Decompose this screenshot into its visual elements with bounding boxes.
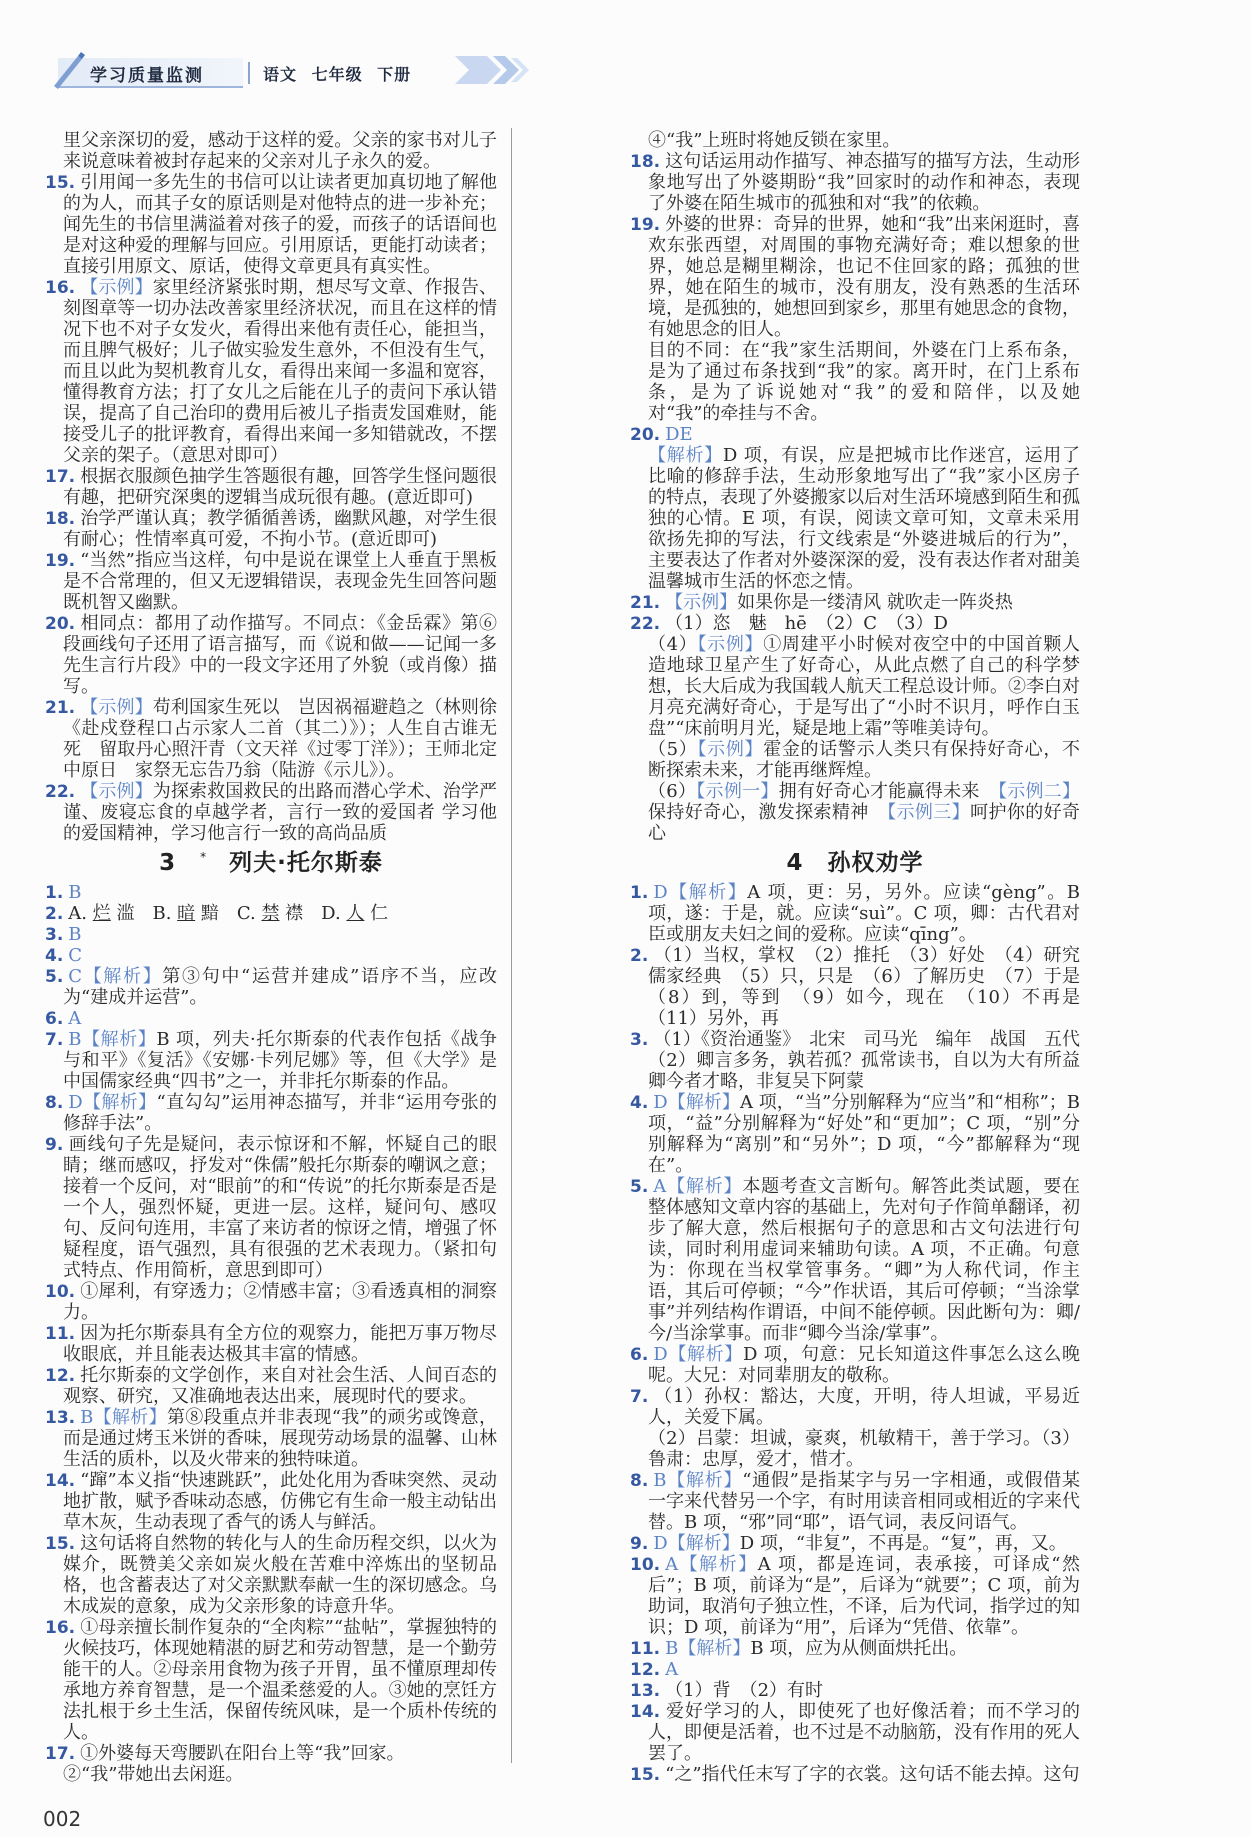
answer-text: 这句话将自然物的转化与人的生命历程交织，以火为媒介，既赞美父亲如炭火般在苦难中淬炼出的坚韧品格，也含蓄表达了对父亲默默奉献一生的深切感念。乌木成炭的意象，成为父亲形象的诗意升华。 xyxy=(63,1533,497,1617)
question-number: 16. xyxy=(45,1618,76,1638)
answer-item xyxy=(45,1281,497,1323)
question-number: 15. xyxy=(630,1765,661,1785)
left-column xyxy=(45,130,497,1785)
answer-text: 禁 xyxy=(261,903,280,924)
answer-text: 这句话运用动作描写、神态描写的描写方法，生动形象地写出了外婆期盼“我”回家时的动作和神态，表现了外婆在陌生城市的孤独和对“我”的依赖。 xyxy=(648,151,1080,214)
answer-item xyxy=(45,508,497,550)
answer-item xyxy=(45,1743,497,1764)
answer-item xyxy=(630,1344,1080,1386)
answer-item xyxy=(630,130,1080,151)
section-number: 4 xyxy=(786,850,804,876)
answer-text: B 项，应为从侧面烘托出。 xyxy=(750,1638,968,1659)
section-title: 孙权劝学 xyxy=(827,850,924,876)
answer-text: （1）孙权：豁达，大度，开明，待人坦诚，平易近人，关爱下属。 xyxy=(648,1386,1080,1428)
answer-text: ①犀利，有穿透力；②情感丰富；③看透真相的洞察力。 xyxy=(63,1281,497,1323)
answer-item xyxy=(630,739,1080,781)
answer-item xyxy=(45,945,497,966)
answer-tag: 【示例】 xyxy=(80,697,153,718)
answer-text: ①母亲擅长制作复杂的“全肉粽”“盐帖”，掌握独特的火候技巧，体现她精湛的厨艺和劳动智慧，是一个勤劳能干的人。②母亲用食物为孩子开胃，虽不懂原理却传承地方养育智慧，是一个温柔慈爱的人。③她的烹饪方法扎根于乡土生活，保留传统风味，是一个质朴传统的人。 xyxy=(63,1617,497,1743)
section-heading xyxy=(45,848,497,878)
question-number: 22. xyxy=(45,782,76,802)
question-number: 10. xyxy=(45,1282,76,1302)
answer-tag: 【示例】 xyxy=(697,634,764,655)
answer-tag: 【示例二】 xyxy=(997,781,1081,802)
question-number: 21. xyxy=(45,698,76,718)
answer-item xyxy=(630,592,1080,613)
answer-text: （5） xyxy=(648,739,698,760)
answer-text: 苟利国家生死以 岂因祸福避趋之（林则徐《赴戍登程口占示家人二首（其二）》）；人生自古谁无死 留取丹心照汗青（文天祥《过零丁洋》）；王师北定中原日 家祭无忘告乃翁（陆游《示儿》）。 xyxy=(63,697,497,781)
answer-item xyxy=(630,882,1080,945)
answer-text: 人 xyxy=(346,903,365,924)
question-number: 5. xyxy=(630,1177,649,1197)
question-number: 10. xyxy=(630,1555,661,1575)
question-number: 19. xyxy=(45,551,76,571)
right-column xyxy=(630,130,1098,1785)
answer-text: 因为托尔斯泰具有全方位的观察力，能把万事万物尽收眼底，并且能表达极其丰富的情感。 xyxy=(63,1323,497,1365)
question-number: 15. xyxy=(45,1534,76,1554)
answer-text: 保持好奇心，激发探索精神 xyxy=(648,802,888,823)
answer-text: “通假”是指某字与另一字相通，或假借某一字来代替另一个字，有时用读音相同或相近的字来代替。B 项，“邪”同“耶”，语气词，表反问语气。 xyxy=(648,1470,1080,1533)
section-heading xyxy=(630,848,1080,878)
answer-text: 根据衣服颜色抽学生答题很有趣，回答学生怪问题很有趣，把研究深奥的逻辑当成玩很有趣。(意近即可) xyxy=(63,466,497,508)
answer-item xyxy=(45,1029,497,1092)
answer-item xyxy=(630,1092,1080,1176)
answer-item xyxy=(630,424,1080,445)
answer-tag: A【解析】 xyxy=(653,1176,743,1197)
answer-tag: D【解析】 xyxy=(653,1092,740,1113)
answer-item xyxy=(630,1638,1080,1659)
answer-text: 拥有好奇心才能赢得未来 xyxy=(778,781,998,802)
answer-text: 本题考查文言断句。解答此类试题，要在整体感知文章内容的基础上，先对句子作简单翻译，初步了解大意，然后根据句子的意思和古文句法进行句读，同时利用虚词来辅助句读。A 项，不正确。句意为：你现在当权掌管事务。“卿”为人称代词，作主语，其后可停顿；“今”作状语，其后可停顿；“当涂掌事”并列结构作谓语，中间不能停顿。因此断句为：卿/今/当涂掌事。而非“卿今当涂/掌事”。 xyxy=(648,1176,1081,1344)
answer-text: 烂 xyxy=(92,903,111,924)
question-number: 2. xyxy=(45,904,64,924)
question-number: 22. xyxy=(630,614,661,634)
answer-item xyxy=(45,613,497,697)
answer-tag: 【示例一】 xyxy=(696,781,779,802)
answer-text: 托尔斯泰的文学创作，来自对社会生活、人间百态的观察、研究，又准确地表达出来，展现时代的要求。 xyxy=(63,1365,497,1407)
series-title: 学习质量监测 xyxy=(90,66,204,86)
answer-tag: A【解析】 xyxy=(665,1554,758,1575)
answer-item xyxy=(45,1617,497,1743)
header-divider xyxy=(248,62,250,84)
answer-text: （1）恣 魅 hē （2）C （3）D xyxy=(665,613,948,634)
answer-item xyxy=(45,966,497,1008)
answer-text: A 项，都是连词，表承接，可译成“然后”；B 项，前译为“是”，后译为“就要”；C 项，前为助词，取消句子独立性，不译，后为代词，指学过的知识；D 项，前译为“用”，后译为“凭借、依靠”。 xyxy=(648,1554,1081,1638)
question-number: 7. xyxy=(45,1030,64,1050)
answer-text: 仁 xyxy=(364,903,389,924)
answer-item xyxy=(630,1659,1080,1680)
answer-text: 相同点：都用了动作描写。不同点：《金岳霖》第⑥段画线句子还用了语言描写，而《说和做——记闻一多先生言行片段》中的一段文字还用了外貌（或肖像）描写。 xyxy=(63,613,497,697)
question-number: 12. xyxy=(45,1366,76,1386)
answer-text: 目的不同：在“我”家生活期间，外婆在门上系布条，是为了通过布条找到“我”的家。离开时，在门上系布条，是为了诉说她对“我”的爱和陪伴，以及她对“我”的牵挂与不舍。 xyxy=(648,340,1080,424)
question-number: 9. xyxy=(630,1534,649,1554)
answer-item xyxy=(630,1470,1080,1533)
answer-tag: D【解析】 xyxy=(653,1533,740,1554)
answer-text: （2）吕蒙：坦诚，豪爽，机敏精干，善于学习。（3）鲁肃：忠厚，爱才，惜才。 xyxy=(648,1428,1080,1470)
answer-item xyxy=(630,1554,1080,1638)
answer-text: 画线句子先是疑问，表示惊讶和不解，怀疑自己的眼睛；继而感叹，抒发对“侏儒”般托尔斯泰的嘲讽之意；接着一个反问，对“眼前”的和“传说”的托尔斯泰是否是一个人，强烈怀疑，更进一层。这样，疑问句、感叹句、反问句连用，丰富了来访者的惊讶之情，增强了怀疑程度，语气强烈，具有很强的艺术表现力。（紧扣句式特点、作用简析，意思到即可） xyxy=(63,1134,497,1281)
answer-text: （1）当权，掌权 （2）推托 （3）好处 （4）研究儒家经典 （5）只，只是 （6）了解历史 （7）于是 （8）到，等到 （9）如今，现在 （10）不再是 （11）另外，再 xyxy=(648,945,1098,1029)
question-number: 16. xyxy=(45,278,76,298)
answer-item xyxy=(45,1134,497,1281)
question-number: 17. xyxy=(45,467,76,487)
answer-item xyxy=(45,1533,497,1617)
answer-text: ①周建平小时候对夜空中的中国首颗人造地球卫星产生了好奇心，从此点燃了自己的科学梦想，长大后成为我国载人航天工程总设计师。②李白对月亮充满好奇心，于是写出了“小时不识月，呼作白玉盘”“床前明月光，疑是地上霜”等唯美诗句。 xyxy=(648,634,1081,739)
answer-text: 里父亲深切的爱，感动于这样的爱。父亲的家书对儿子来说意味着被封存起来的父亲对儿子永久的爱。 xyxy=(63,130,497,172)
question-number: 13. xyxy=(45,1408,76,1428)
answer-text: B 项，列夫·托尔斯泰的代表作包括《战争与和平》《复活》《安娜·卡列尼娜》等，但《大学》是中国儒家经典“四书”之一，并非托尔斯泰的作品。 xyxy=(63,1029,497,1092)
answer-item xyxy=(630,1428,1080,1470)
answer-item xyxy=(45,1365,497,1407)
answer-tag: D【解析】 xyxy=(653,882,748,903)
question-number: 4. xyxy=(630,1093,649,1113)
answer-text: 第③句中“运营并建成”语序不当，应改为“建成并运营”。 xyxy=(63,966,497,1008)
answer-item xyxy=(630,634,1080,739)
answer-tag: B【解析】 xyxy=(653,1470,743,1491)
answer-text: （1）背 （2）有时 xyxy=(665,1680,824,1701)
answer-text: A 项，更：另，另外。应读“gèng”。B 项，遂：于是，就。应读“suì”。C 项，卿：古代君对臣或朋友夫妇之间的爱称。应读“qīng”。 xyxy=(648,882,1080,945)
answer-text: 爱好学习的人，即使死了也好像活着；而不学习的人，即便是活着，也不过是不动脑筋，没有作用的死人罢了。 xyxy=(648,1701,1080,1764)
question-number: 18. xyxy=(630,152,661,172)
answer-item xyxy=(630,214,1080,340)
answer-item xyxy=(45,1407,497,1470)
answer-tag: C【解析】 xyxy=(68,966,163,987)
answer-text: “当然”指应当这样，句中是说在课堂上人垂直于黑板是不合常理的，但又无逻辑错误，表现金先生回答问题既机智又幽默。 xyxy=(63,550,497,613)
answer-text: 治学严谨认真；教学循循善诱，幽默风趣，对学生很有耐心；性情率真可爱，不拘小节。(意近即可) xyxy=(63,508,497,550)
optional-mark: * xyxy=(200,850,208,865)
answer-item xyxy=(45,1092,497,1134)
question-number: 2. xyxy=(630,946,649,966)
answer-text: A. xyxy=(68,903,93,924)
answer-item xyxy=(630,1701,1080,1764)
answer-text: D 项，句意：兄长知道这件事怎么这么晚呢。大兄：对同辈朋友的敬称。 xyxy=(648,1344,1080,1386)
answer-item xyxy=(630,340,1080,424)
answer-tag: C xyxy=(68,945,83,966)
answer-text: 外婆的世界：奇异的世界，她和“我”出来闲逛时，喜欢东张西望，对周围的事物充满好奇；难以想象的世界，她总是糊里糊涂，也记不住回家的路；孤独的世界，她在陌生的城市，没有朋友，没有熟悉的生活环境，是孤独的，她想回到家乡，那里有她思念的食物，有她思念的旧人。 xyxy=(648,214,1080,340)
answer-item xyxy=(45,1470,497,1533)
answer-text: 襟 D. xyxy=(279,903,347,924)
answer-tag: D【解析】 xyxy=(68,1092,157,1113)
answer-text: 如果你是一缕清风 就吹走一阵炎热 xyxy=(737,592,1013,613)
answer-item xyxy=(45,277,497,466)
answer-text: D 项，有误，应是把城市比作迷宫，运用了比喻的修辞手法，生动形象地写出了“我”家小区房子的特点，表现了外婆搬家以后对生活环境感到陌生和孤独的心情。E 项，有误，阅读文章可知，文章未采用欲扬先抑的写法，行文线索是“外婆进城后的行为”，主要表达了作者对外婆深深的爱，没有表达作者对甜美温馨城市生活的怀恋之情。 xyxy=(648,445,1081,592)
answer-text: ②“我”带她出去闲逛。 xyxy=(63,1764,244,1785)
section-title: 列夫·托尔斯泰 xyxy=(229,850,383,876)
question-number: 21. xyxy=(630,593,661,613)
question-number: 14. xyxy=(630,1702,661,1722)
answer-item xyxy=(45,1008,497,1029)
answer-tag: B【解析】 xyxy=(80,1407,167,1428)
answer-item xyxy=(45,466,497,508)
answer-tag: 【示例】 xyxy=(697,739,764,760)
answer-item xyxy=(630,613,1080,634)
answer-tag: 【示例】 xyxy=(80,781,153,802)
answer-text: 家里经济紧张时期，想尽写文章、作报告、刻图章等一切办法改善家里经济状况，而且在这样的情况下也不对子女发火，看得出来他有责任心，能担当，而且脾气极好；儿子做实验发生意外，不但没有生气，而且以此为契机教育儿女，看得出来闻一多温和宽容，懂得教育方法；打了女儿之后能在儿子的责问下承认错误，提高了自己治印的费用后被儿子指责发国难财，能接受儿子的批评教育，看得出来闻一多知错就改，不摆父亲的架子。（意思对即可） xyxy=(63,277,497,466)
question-number: 11. xyxy=(45,1324,76,1344)
answer-text: “直勾勾”运用神态描写，并非“运用夸张的修辞手法”。 xyxy=(63,1092,498,1134)
answer-item xyxy=(45,697,497,781)
question-number: 6. xyxy=(45,1009,64,1029)
question-number: 5. xyxy=(45,967,64,987)
answer-item xyxy=(45,781,497,844)
question-number: 8. xyxy=(630,1471,649,1491)
question-number: 1. xyxy=(630,883,649,903)
answer-text: 暗 xyxy=(177,903,196,924)
answer-text: （6） xyxy=(648,781,697,802)
answer-text: ①外婆每天弯腰趴在阳台上等“我”回家。 xyxy=(80,1743,405,1764)
subject-grade: 语文 七年级 下册 xyxy=(263,65,412,84)
answer-text: “之”指代任末写了字的衣裳。这句话不能去掉。这句 xyxy=(665,1764,1080,1785)
answer-tag: A xyxy=(68,1008,82,1029)
column-divider xyxy=(511,128,512,1763)
answer-item xyxy=(45,903,497,924)
question-number: 3. xyxy=(630,1030,649,1050)
answer-item xyxy=(45,1764,497,1785)
question-number: 3. xyxy=(45,925,64,945)
answer-tag: 【示例】 xyxy=(665,592,738,613)
answer-item xyxy=(45,924,497,945)
answer-text: “蹿”本义指“快速跳跃”，此处化用为香味突然、灵动地扩散，赋予香味动态感，仿佛它有生命一般主动钻出草木灰，生动表现了香气的诱人与鲜活。 xyxy=(63,1470,497,1533)
pen-icon xyxy=(48,50,88,90)
answer-text: 引用闻一多先生的书信可以让读者更加真切地了解他的为人，而其子女的原话则是对他特点的进一步补充；闻先生的书信里满溢着对孩子的爱，而孩子的话语间也是对这种爱的理解与回应。引用原话，更能打动读者；直接引用原文、原话，使得文章更具有真实性。 xyxy=(63,172,497,277)
question-number: 13. xyxy=(630,1681,661,1701)
question-number: 12. xyxy=(630,1660,661,1680)
answer-item xyxy=(630,1764,1080,1785)
question-number: 17. xyxy=(45,1744,76,1764)
question-number: 6. xyxy=(630,1345,649,1365)
answer-item xyxy=(630,151,1080,214)
answer-text: 滥 B. xyxy=(110,903,178,924)
answer-text: A 项，“当”分别解释为“应当”和“相称”；B 项，“益”分别解释为“好处”和“更加”；C 项，“别”分别解释为“离别”和“另外”；D 项，“今”都解释为“现在”。 xyxy=(648,1092,1081,1176)
question-number: 18. xyxy=(45,509,76,529)
answer-item xyxy=(630,445,1080,592)
answer-tag: B xyxy=(68,882,82,903)
question-number: 19. xyxy=(630,215,661,235)
answer-tag: B xyxy=(68,924,82,945)
question-number: 20. xyxy=(630,425,661,445)
answer-text: 霍金的话警示人类只有保持好奇心，不断探索未来，才能再继辉煌。 xyxy=(648,739,1081,781)
answer-text: 黯 C. xyxy=(195,903,262,924)
question-number: 14. xyxy=(45,1471,76,1491)
answer-tag: 【示例】 xyxy=(80,277,153,298)
answer-item xyxy=(45,130,497,172)
answer-text: ④“我”上班时将她反锁在家里。 xyxy=(648,130,901,151)
answer-item xyxy=(45,1323,497,1365)
answer-item xyxy=(45,882,497,903)
answer-item xyxy=(630,945,1098,1029)
answer-tag: D【解析】 xyxy=(653,1344,743,1365)
question-number: 1. xyxy=(45,883,64,903)
page-number: 002 xyxy=(43,1807,82,1831)
answer-text: 第⑧段重点并非表现“我”的顽劣或馋意，而是通过烤玉米饼的香味，展现劳动场景的温馨、山林生活的质朴，以及火带来的独特味道。 xyxy=(63,1407,498,1470)
answer-item xyxy=(630,1029,1098,1092)
page-header xyxy=(48,50,608,90)
answer-tag: 【示例三】 xyxy=(887,802,971,823)
answer-item xyxy=(630,1533,1080,1554)
answer-text: （4） xyxy=(648,634,698,655)
question-number: 11. xyxy=(630,1639,661,1659)
question-number: 20. xyxy=(45,614,76,634)
question-number: 4. xyxy=(45,946,64,966)
answer-tag: DE xyxy=(665,424,693,445)
question-number: 15. xyxy=(45,173,76,193)
answer-tag: A xyxy=(665,1659,679,1680)
answer-text: D 项，“非复”，不再是。“复”，再，又。 xyxy=(739,1533,1067,1554)
answer-tag: B【解析】 xyxy=(68,1029,157,1050)
answer-tag: 【解析】 xyxy=(648,445,723,466)
answer-item xyxy=(630,1176,1080,1344)
answer-item xyxy=(630,1386,1080,1428)
answer-item xyxy=(45,550,497,613)
section-number: 3 xyxy=(159,850,177,876)
answer-text: 呵护你的好奇心 xyxy=(648,802,1081,844)
answer-tag: B【解析】 xyxy=(665,1638,751,1659)
chevron-decoration-icon xyxy=(453,50,533,90)
answer-text: 为探索救国救民的出路而潜心学术、治学严谨、废寝忘食的卓越学者，言行一致的爱国者 学习他的爱国精神，学习他言行一致的高尚品质 xyxy=(63,781,497,844)
answer-item xyxy=(630,781,1080,844)
question-number: 8. xyxy=(45,1093,64,1113)
answer-item xyxy=(45,172,497,277)
answer-item xyxy=(630,1680,1080,1701)
question-number: 7. xyxy=(630,1387,649,1407)
answer-text: （1）《资治通鉴》 北宋 司马光 编年 战国 五代 （2）卿言多务，孰若孤？孤常读书，自以为大有所益 卿今者才略，非复吴下阿蒙 xyxy=(648,1029,1098,1092)
question-number: 9. xyxy=(45,1135,64,1155)
